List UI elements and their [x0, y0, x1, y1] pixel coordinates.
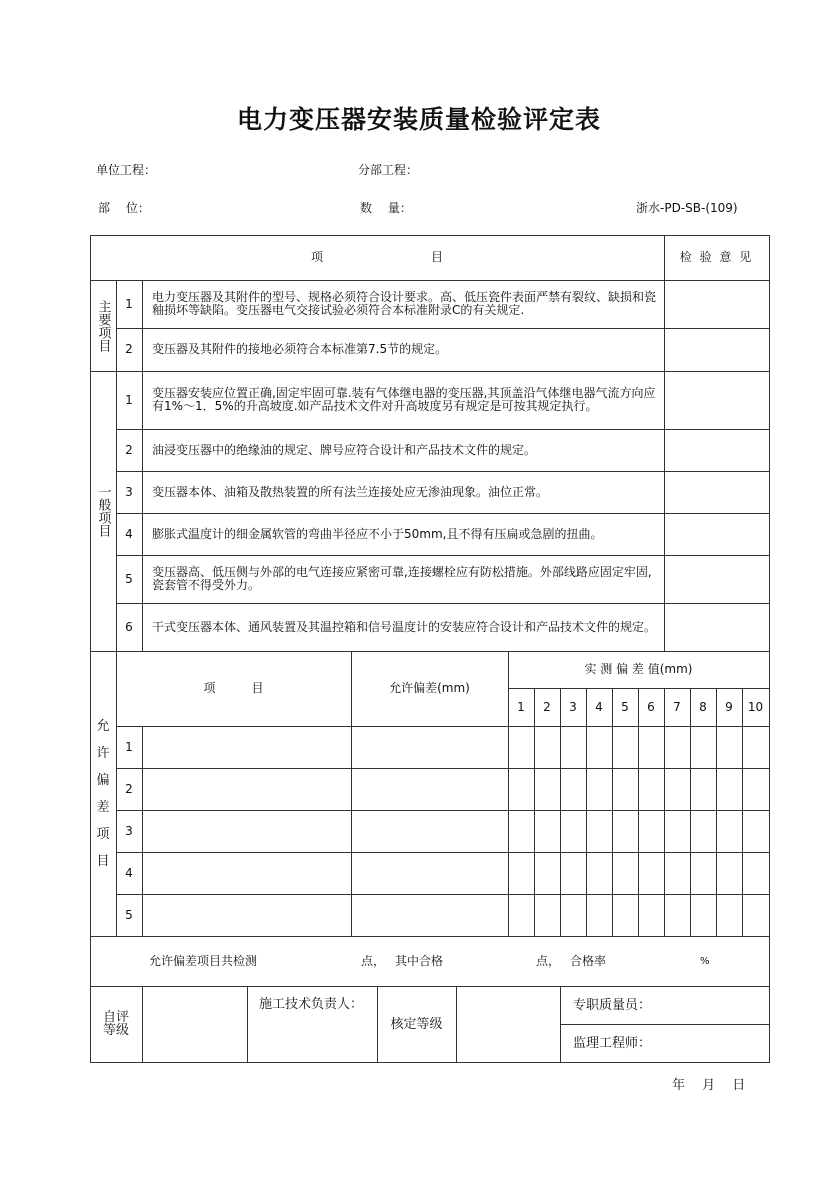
measured-value-cell[interactable]: [716, 810, 742, 852]
deviation-allowed-cell[interactable]: [351, 768, 508, 810]
measured-value-cell[interactable]: [716, 726, 742, 768]
self-grade-label: 自评等级: [102, 1010, 129, 1038]
measured-value-cell[interactable]: [690, 726, 716, 768]
measured-value-cell[interactable]: [586, 810, 612, 852]
measured-value-cell[interactable]: [612, 894, 638, 936]
measured-value-cell[interactable]: [534, 810, 560, 852]
measure-col-header: 4: [595, 699, 603, 714]
summary-text-points2: 点，: [536, 953, 561, 968]
measured-value-cell[interactable]: [508, 894, 534, 936]
deviation-group-char: 项: [96, 826, 110, 842]
measured-value-cell[interactable]: [716, 768, 742, 810]
date-label: 年 月 日: [672, 1078, 746, 1093]
deviation-group-char: 许: [96, 745, 110, 761]
deviation-row-no: 3: [125, 823, 133, 838]
measured-value-cell[interactable]: [690, 894, 716, 936]
quantity-label: 数 量：: [360, 201, 412, 215]
main-item-opinion[interactable]: [664, 280, 769, 328]
measured-value-cell[interactable]: [612, 810, 638, 852]
measured-value-cell[interactable]: [508, 726, 534, 768]
deviation-header-item: 项 目: [203, 681, 264, 695]
deviation-group-char: 允: [96, 718, 110, 734]
measure-col-header: 1: [517, 699, 525, 714]
page-title: 电力变压器安装质量检验评定表: [236, 105, 601, 134]
measured-value-cell[interactable]: [586, 852, 612, 894]
main-item-text: 变压器及其附件的接地必须符合本标准第7.5节的规定。: [152, 342, 448, 356]
main-item-no: 1: [125, 296, 133, 311]
general-item-text: 变压器安装应位置正确,固定牢固可靠.装有气体继电器的变压器,其顶盖沿气体继电器气流方向应有1%～1．5%的升高坡度.如产品技术文件对升高坡度另有规定是可按其规定执行。: [152, 386, 656, 413]
measured-value-cell[interactable]: [742, 768, 769, 810]
summary-row: [90, 936, 769, 986]
general-item-no: 3: [125, 484, 133, 499]
deviation-allowed-cell[interactable]: [351, 810, 508, 852]
tech-lead-label: 施工技术负责人：: [259, 997, 364, 1012]
deviation-row-no: 4: [125, 865, 133, 880]
measured-value-cell[interactable]: [560, 726, 586, 768]
measured-value-cell[interactable]: [664, 852, 690, 894]
measured-value-cell[interactable]: [690, 852, 716, 894]
summary-text-points: 点，: [361, 953, 386, 968]
general-item-text: 油浸变压器中的绝缘油的规定、牌号应符合设计和产品技术文件的规定。: [152, 442, 537, 457]
header-item: 项 目: [310, 250, 443, 264]
measured-value-cell[interactable]: [638, 894, 664, 936]
general-item-text: 变压器本体、油箱及散热装置的所有法兰连接处应无渗油现象。油位正常。: [152, 484, 549, 499]
deviation-group-char: 偏: [96, 772, 110, 788]
measured-value-cell[interactable]: [560, 894, 586, 936]
measure-col-header: 6: [647, 699, 655, 714]
summary-text-qualified: 其中合格: [395, 953, 444, 968]
deviation-item-cell[interactable]: [142, 768, 351, 810]
general-item-text: 膨胀式温度计的细金属软管的弯曲半径应不小于50mm,且不得有压扁或急剧的扭曲。: [152, 526, 603, 541]
deviation-item-cell[interactable]: [142, 852, 351, 894]
measured-value-cell[interactable]: [560, 852, 586, 894]
measured-value-cell[interactable]: [612, 852, 638, 894]
supervisor-label: 监理工程师：: [573, 1035, 652, 1051]
general-item-no: 4: [125, 526, 133, 541]
deviation-group-char: 目: [96, 853, 110, 869]
verified-grade-value[interactable]: [456, 986, 560, 1062]
general-group-label: 一般项目: [95, 485, 111, 537]
main-group-label: 主要项目: [95, 299, 111, 352]
main-item-opinion[interactable]: [664, 328, 769, 371]
header-opinion: 检 验 意 见: [679, 250, 754, 264]
measured-value-cell[interactable]: [742, 810, 769, 852]
measured-value-cell[interactable]: [690, 810, 716, 852]
deviation-item-cell[interactable]: [142, 894, 351, 936]
general-item-no: 6: [125, 619, 133, 634]
grid-line: [769, 235, 770, 1063]
measured-value-cell[interactable]: [742, 852, 769, 894]
measure-col-header: 9: [725, 699, 733, 714]
measured-value-cell[interactable]: [534, 768, 560, 810]
summary-text-percent: %: [700, 955, 710, 967]
deviation-header-measured: 实 测 偏 差 值(mm): [584, 662, 693, 676]
measure-col-header: 7: [673, 699, 681, 714]
measured-value-cell[interactable]: [638, 810, 664, 852]
general-item-opinion[interactable]: [664, 513, 769, 555]
measured-value-cell[interactable]: [586, 768, 612, 810]
measured-value-cell[interactable]: [534, 726, 560, 768]
deviation-group-char: 差: [96, 799, 110, 815]
measured-value-cell[interactable]: [664, 810, 690, 852]
main-item-no: 2: [125, 342, 133, 356]
general-item-opinion[interactable]: [664, 429, 769, 471]
measured-value-cell[interactable]: [612, 726, 638, 768]
measured-value-cell[interactable]: [560, 810, 586, 852]
general-item-no: 2: [125, 442, 133, 457]
measured-value-cell[interactable]: [534, 894, 560, 936]
measured-value-cell[interactable]: [586, 726, 612, 768]
grid-line: [90, 1062, 770, 1063]
general-item-opinion[interactable]: [664, 555, 769, 603]
measured-value-cell[interactable]: [638, 768, 664, 810]
sub-project-label: 分部工程：: [358, 163, 419, 177]
quality-inspector-label: 专职质量员：: [573, 997, 652, 1013]
verified-grade-label: 核定等级: [390, 1016, 443, 1032]
deviation-group-label: [90, 651, 116, 936]
measured-value-cell[interactable]: [690, 768, 716, 810]
measured-value-cell[interactable]: [664, 726, 690, 768]
measured-value-cell[interactable]: [716, 852, 742, 894]
measured-value-cell[interactable]: [638, 852, 664, 894]
measured-value-cell[interactable]: [742, 726, 769, 768]
measured-value-cell[interactable]: [664, 768, 690, 810]
measured-value-cell[interactable]: [508, 852, 534, 894]
general-item-no: 5: [125, 571, 133, 586]
measured-value-cell[interactable]: [534, 852, 560, 894]
form-code: 浙水-PD-SB-(109): [636, 201, 738, 215]
measured-value-cell[interactable]: [508, 810, 534, 852]
general-item-text: 干式变压器本体、通风装置及其温控箱和信号温度计的安装应符合设计和产品技术文件的规定。: [152, 619, 657, 634]
measure-col-header: 10: [747, 699, 764, 714]
deviation-header-allowed: 允许偏差(mm): [389, 681, 470, 695]
deviation-allowed-cell[interactable]: [351, 726, 508, 768]
measure-col-header: 5: [621, 699, 629, 714]
general-item-no: 1: [125, 392, 133, 407]
measure-col-header: 2: [543, 699, 551, 714]
measured-value-cell[interactable]: [742, 894, 769, 936]
general-item-opinion[interactable]: [664, 371, 769, 429]
deviation-allowed-cell[interactable]: [351, 894, 508, 936]
deviation-row-no: 1: [125, 739, 133, 754]
measured-value-cell[interactable]: [586, 894, 612, 936]
measured-value-cell[interactable]: [612, 768, 638, 810]
deviation-allowed-cell[interactable]: [351, 852, 508, 894]
position-label: 部 位：: [98, 201, 150, 215]
main-item-text: 电力变压器及其附件的型号、规格必须符合设计要求。高、低压瓷件表面严禁有裂纹、缺损和瓷釉损坏等缺陷。变压器电气交接试验必须符合本标准附录C的有关规定.: [152, 290, 657, 317]
measure-col-header: 8: [699, 699, 707, 714]
deviation-row-no: 2: [125, 781, 133, 796]
measured-value-cell[interactable]: [508, 768, 534, 810]
deviation-item-cell[interactable]: [142, 810, 351, 852]
general-item-opinion[interactable]: [664, 603, 769, 651]
deviation-item-cell[interactable]: [142, 726, 351, 768]
unit-project-label: 单位工程：: [96, 163, 157, 177]
measured-value-cell[interactable]: [560, 768, 586, 810]
deviation-row-no: 5: [125, 907, 133, 922]
measured-value-cell[interactable]: [638, 726, 664, 768]
measured-value-cell[interactable]: [716, 894, 742, 936]
self-grade-value[interactable]: [142, 986, 247, 1062]
general-item-text: 变压器高、低压侧与外部的电气连接应紧密可靠,连接螺栓应有防松措施。外部线路应固定牢固,瓷套管不得受外力。: [152, 565, 652, 592]
summary-text-total: 允许偏差项目共检测: [149, 953, 258, 968]
general-item-opinion[interactable]: [664, 471, 769, 513]
measured-value-cell[interactable]: [664, 894, 690, 936]
measure-col-header: 3: [569, 699, 577, 714]
summary-text-rate: 合格率: [570, 953, 607, 968]
